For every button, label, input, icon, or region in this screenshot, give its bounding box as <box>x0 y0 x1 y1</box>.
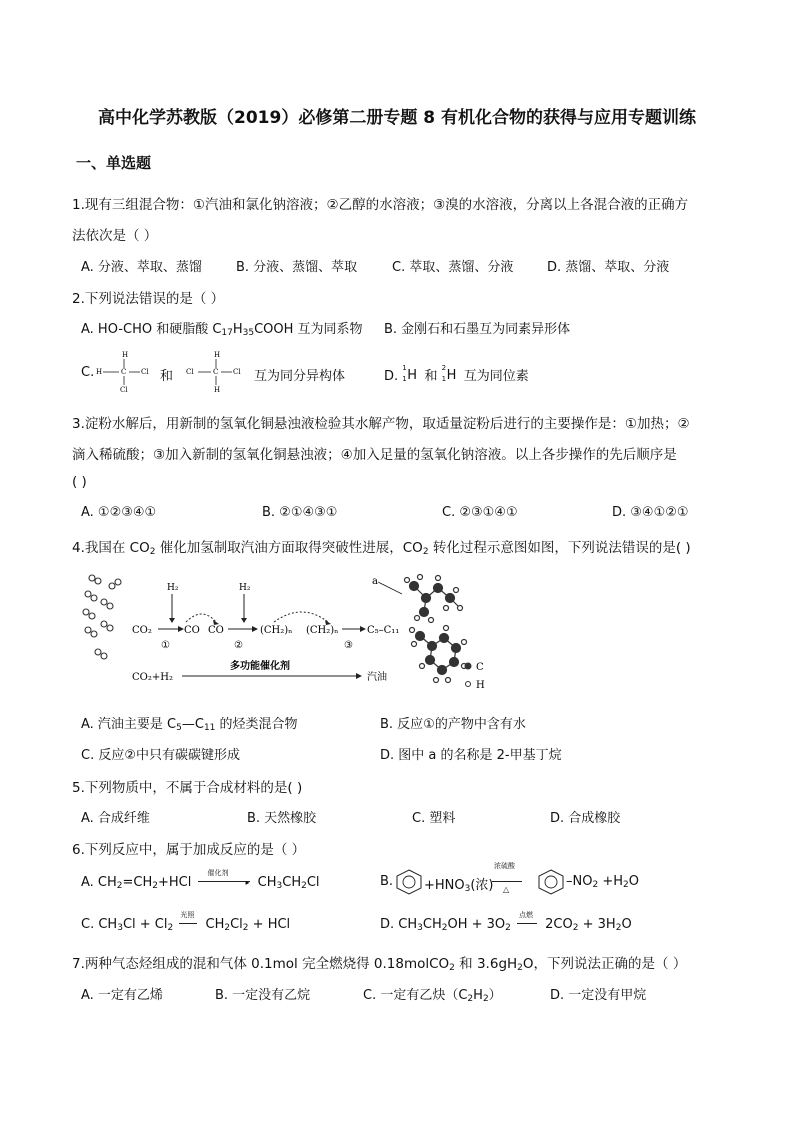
q1-option-c: C. 萃取、蒸馏、分液 <box>392 260 514 275</box>
q1-option-a: A. 分液、萃取、蒸馏 <box>81 260 202 275</box>
q2-option-c-and: 和 <box>160 369 174 384</box>
q2-structure-1 <box>94 348 158 396</box>
q6-option-b-heat: △ <box>503 885 510 894</box>
svg-text:CO₂+H₂: CO₂+H₂ <box>132 672 173 683</box>
q7-option-b: B. 一定没有乙烷 <box>215 988 311 1003</box>
q5-option-a: A. 合成纤维 <box>81 811 150 826</box>
q5-option-d: D. 合成橡胶 <box>550 811 621 826</box>
svg-text:①: ① <box>161 640 170 651</box>
page-title: 高中化学苏教版（2019）必修第二册专题 8 有机化合物的获得与应用专题训练 <box>98 108 696 128</box>
q6-option-a: A. $CH_2=CH_2+HCl$ 催化剂 ▸ $CH_3CH_2Cl$ <box>81 869 320 891</box>
q5-option-b: B. 天然橡胶 <box>247 811 317 826</box>
q2-option-a: A. HO-CHO 和硬脂酸 $C_{17}H_{35}COOH$ 互为同系物 <box>81 322 363 338</box>
legend-hydrogen-dot <box>466 682 471 687</box>
q6-option-b-product: $-NO_2 +H_2O$ <box>566 874 639 890</box>
q6-option-b-condition: 浓硫酸 <box>494 862 515 870</box>
q7-stem: 7.两种气态烃组成的混和气体 0.1mol 完全燃烧得 0.18molCO$_2$ 和 $3.6gH_2O$，下列说法正确的是（ ） <box>72 956 687 973</box>
svg-text:(CH₂)ₙ: (CH₂)ₙ <box>260 625 293 636</box>
svg-text:C: C <box>121 368 127 376</box>
svg-text:②: ② <box>234 640 243 651</box>
q7-option-d: D. 一定没有甲烷 <box>550 988 647 1003</box>
svg-text:C: C <box>213 368 219 376</box>
svg-text:③: ③ <box>344 640 353 651</box>
q2-option-c-text: 互为同分异构体 <box>254 369 346 384</box>
q1-stem-line2: 法依次是（ ） <box>72 228 158 244</box>
q3-option-a: A. ①②③④① <box>81 505 157 520</box>
svg-text:H₂: H₂ <box>167 583 179 593</box>
svg-text:Cl: Cl <box>141 368 149 376</box>
svg-text:H: H <box>214 351 221 359</box>
q3-stem-line2: 滴入稀硫酸；③加入新制的氢氧化铜悬浊液；④加入足量的氢氧化钠溶液。以上各步操作的先后顺序是 <box>72 447 677 463</box>
q1-stem-line1: 1.现有三组混合物：①汽油和氯化钠溶液；②乙醇的水溶液；③溴的水溶液，分离以上各混合液的正确方 <box>72 197 689 213</box>
svg-text:CO: CO <box>184 625 200 636</box>
legend-hydrogen-label: H <box>476 680 485 691</box>
q4-stem: 4.我国在 $CO_2$ 催化加氢制取汽油方面取得突破性进展，$CO_2$ 转化过程示意图如图，下列说法错误的是( ) <box>72 540 691 557</box>
svg-text:H: H <box>214 386 221 394</box>
svg-text:汽油: 汽油 <box>367 672 387 683</box>
svg-text:多功能催化剂: 多功能催化剂 <box>230 661 290 672</box>
molecule-b <box>410 626 467 683</box>
svg-text:CO₂: CO₂ <box>132 625 152 636</box>
q1-option-b: B. 分液、蒸馏、萃取 <box>236 260 358 275</box>
svg-text:CO: CO <box>208 625 224 636</box>
q4-option-d: D. 图中 a 的名称是 2-甲基丁烷 <box>380 748 562 763</box>
molecule-a <box>405 575 463 623</box>
q2-option-b: B. 金刚石和石墨互为同素异形体 <box>384 322 571 337</box>
legend-carbon-label: C <box>476 662 484 673</box>
q4-option-b: B. 反应①的产物中含有水 <box>380 717 526 732</box>
svg-text:Cl: Cl <box>120 386 128 394</box>
nitrobenzene-ring-icon <box>536 868 566 896</box>
svg-text:Cl: Cl <box>186 368 194 376</box>
q6-option-b-reagent: $+HNO_3$(浓) <box>424 878 494 894</box>
q6-option-b-arrow <box>492 881 522 882</box>
q3-option-b: B. ②①④③① <box>262 505 338 520</box>
legend-carbon-dot <box>465 663 472 670</box>
svg-text:C₅–C₁₁: C₅–C₁₁ <box>367 625 400 636</box>
section-heading: 一、单选题 <box>76 154 152 172</box>
q4-option-c: C. 反应②中只有碳碳键形成 <box>81 748 240 763</box>
q3-stem-line3: ( ) <box>72 474 87 490</box>
q2-option-c-label: C. <box>81 365 95 380</box>
q7-option-a: A. 一定有乙烯 <box>81 988 163 1003</box>
q3-option-d: D. ③④①②① <box>612 505 689 520</box>
svg-text:(CH₂)ₙ: (CH₂)ₙ <box>306 625 339 636</box>
svg-text:H: H <box>122 351 129 359</box>
q6-option-d: D. $CH_3CH_2OH + 3O_2$ 点燃 $2CO_2 + 3H_2O$ <box>380 911 632 933</box>
q7-option-c: C. 一定有乙炔$(C_2H_2)$ <box>363 988 502 1004</box>
benzene-ring-icon <box>394 868 424 896</box>
catalyst-particles <box>83 575 121 659</box>
svg-text:a: a <box>372 576 378 587</box>
q2-structure-2 <box>184 348 250 396</box>
q2-option-d: D. 1 1 H 和 2 1 H 互为同位素 <box>384 364 529 384</box>
q4-diagram <box>74 568 504 700</box>
svg-text:Cl: Cl <box>233 368 241 376</box>
q1-option-d: D. 蒸馏、萃取、分液 <box>547 260 670 275</box>
q3-option-c: C. ②③①④① <box>442 505 518 520</box>
q6-option-b: B. <box>380 874 394 889</box>
q2-stem: 2.下列说法错误的是（ ） <box>72 291 225 307</box>
q3-stem-line1: 3.淀粉水解后，用新制的氢氧化铜悬浊液检验其水解产物，取适量淀粉后进行的主要操作是：①加热；② <box>72 416 690 432</box>
q5-stem: 5.下列物质中，不属于合成材料的是( ) <box>72 780 303 796</box>
q6-option-c: C. $CH_3Cl + Cl_2$ 光照 $CH_2Cl_2$ + HCl <box>81 911 291 933</box>
q5-option-c: C. 塑料 <box>412 811 456 826</box>
q4-option-a: A. 汽油主要是 $C_5—C_{11}$ 的烃类混合物 <box>81 717 298 733</box>
svg-text:H₂: H₂ <box>239 583 251 593</box>
q6-stem: 6.下列反应中，属于加成反应的是（ ） <box>72 842 306 858</box>
svg-text:H: H <box>96 368 103 376</box>
